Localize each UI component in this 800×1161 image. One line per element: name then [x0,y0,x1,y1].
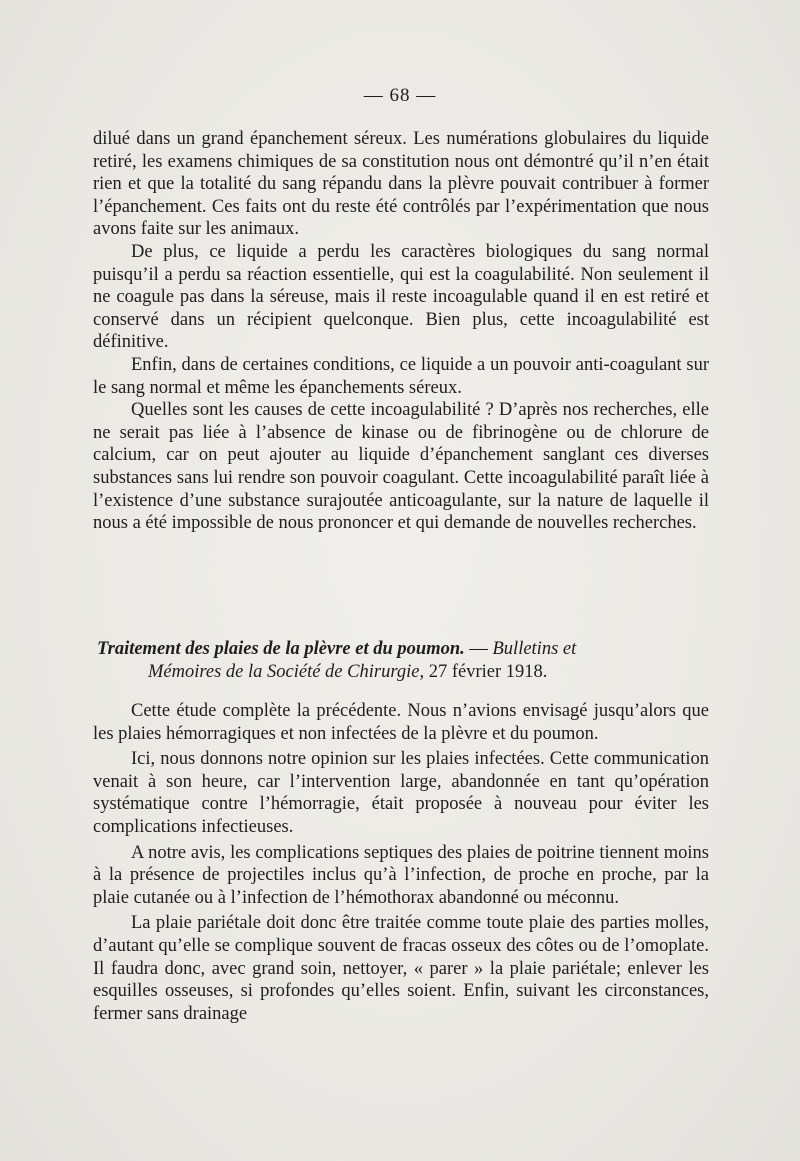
section-heading [97,638,709,684]
paragraph: A notre avis, les complications septiques des plaies de poitrine tiennent moins à la présence de projectiles inclus qu’à l’infection, de proche en proche, par la plaie cutanée ou à l’infection de l’hémothorax abandonné ou méconnu. [93,842,709,908]
heading-source-line-two [97,661,709,684]
paragraph: Cette étude complète la précédente. Nous n’avions envisagé jusqu’alors que les plaies hémorragiques et non infectées de la plèvre et du poumon. [93,701,709,744]
heading-source: Bulletins et [492,639,577,659]
paragraph: Enfin, dans de certaines conditions, ce liquide a un pouvoir anti-coagulant sur le sang normal et même les épanchements séreux. [93,354,709,398]
paragraph: La plaie pariétale doit donc être traitée comme toute plaie des parties molles, d’autant qu’elle se complique souvent de fracas osseux des côtes ou de l’omoplate. Il faudra donc, avec grand soin, nettoyer, « parer » la plaie pariétale; enlever les esquilles osseuses, si profondes qu’elles soient. Enfin, suivant les circonstances, fermer sans drainage [93,913,709,1024]
heading-source-journal: Mémoires de la Société de Chirurgie, [148,662,425,682]
paragraph: Quelles sont les causes de cette incoagulabilité ? D’après nos recherches, elle ne serait pas liée à l’absence de kinase ou de fibrinogène ou de chlorure de calcium, car on peut ajouter au liquide d’épanchement sanglant ces diverses substances sans lui rendre son pouvoir coagulant. Cette incoagulabilité paraît liée à l’existence d’une substance surajoutée anticoagulante, sur la nature de laquelle il nous a été impossible de nous prononcer et qui demande de nouvelles recherches. [93,400,709,534]
section-title: Traitement des plaies de la plèvre et du poumon. [97,639,465,659]
section-two-body [93,700,709,1025]
heading-date: 27 février 1918. [424,662,548,682]
paragraph: dilué dans un grand épanchement séreux. Les numérations globulaires du liquide retiré, les examens chimiques de sa constitution nous ont démontré qu’il n’en était rien et que la totalité du sang répandu dans la plèvre pouvait contribuer à former l’épanchement. Ces faits ont du reste été contrôlés par l’expérimentation que nous avons faite sur les animaux. [93,129,709,240]
paragraph: De plus, ce liquide a perdu les caractères biologiques du sang normal puisqu’il a perdu sa réaction essentielle, qui est la coagulabilité. Non seulement il ne coagule pas dans la séreuse, mais il reste incoagulable quand il en est retiré et conservé dans un récipient quelconque. Bien plus, cette incoagulabilité est définitive. [93,241,709,353]
page-number: — 68 — [363,85,437,106]
section-one-body [93,128,709,535]
paragraph: Ici, nous donnons notre opinion sur les plaies infectées. Cette communication venait à son heure, car l’intervention large, abandonnée en tant qu’opération systématique contre l’hémorragie, était proposée à nouveau pour éviter les complications infectieuses. [93,749,709,837]
heading-dash: — [464,639,493,659]
